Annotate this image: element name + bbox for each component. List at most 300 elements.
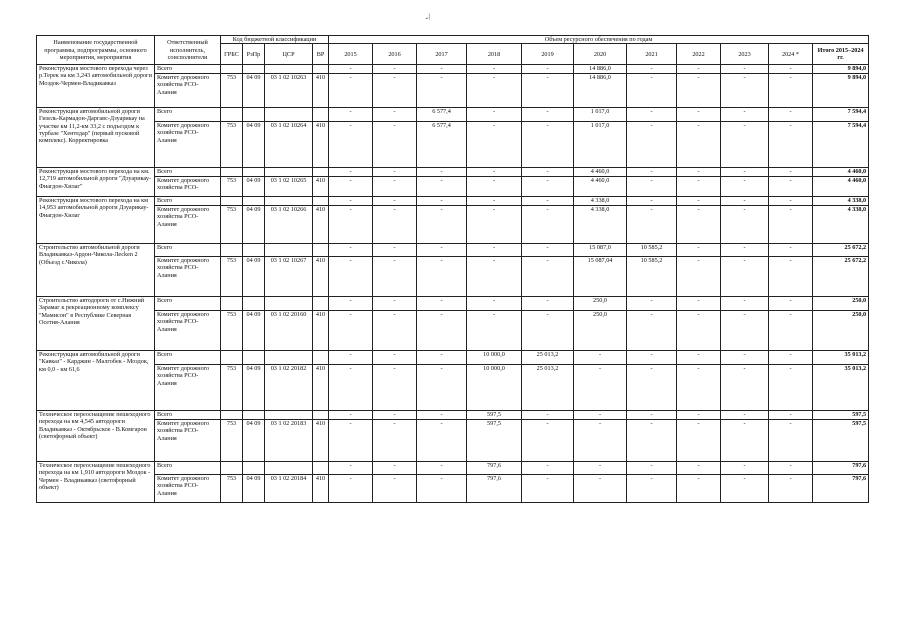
year-value: 14 886,0	[574, 65, 627, 74]
year-value: 6 577,4	[417, 122, 467, 168]
code-csr: 03 1 02 20160	[265, 311, 313, 351]
year-value: -	[329, 108, 373, 122]
year-value: 4 338,0	[574, 197, 627, 206]
responsible-executor: Комитет дорожного хозяйства РСО-	[155, 177, 221, 197]
table-row-responsible	[37, 177, 869, 197]
year-value: -	[721, 311, 769, 351]
year-value: -	[522, 420, 574, 462]
year-value: -	[417, 420, 467, 462]
empty-code-cell	[313, 197, 329, 206]
year-value: -	[329, 420, 373, 462]
year-value: -	[467, 122, 522, 168]
vsego-label: Всего	[155, 411, 221, 420]
year-value: -	[769, 311, 813, 351]
empty-code-cell	[265, 297, 313, 311]
empty-code-cell	[221, 462, 243, 475]
year-value: -	[677, 244, 721, 257]
year-value: -	[417, 365, 467, 411]
event-name: Реконструкция мостового перехода на км. 12,719 автомобильной дороги "Дзуарикау-Фиагдон-Хилаг"	[37, 168, 155, 197]
year-value: -	[769, 74, 813, 108]
event-name: Реконструкция автомобильной дороги "Кавказ" - Карджин - Малгобек - Моздок, км 0,0 - км 61,6	[37, 351, 155, 411]
year-value: -	[417, 206, 467, 244]
row-total: 7 594,4	[813, 122, 869, 168]
year-value: -	[769, 365, 813, 411]
row-total: 4 460,0	[813, 168, 869, 177]
year-value: -	[721, 351, 769, 365]
year-value: -	[373, 197, 417, 206]
year-value: -	[373, 462, 417, 475]
year-value: 15 087,0	[574, 244, 627, 257]
year-value: -	[677, 197, 721, 206]
year-value: -	[417, 168, 467, 177]
code-csr: 03 1 02 20184	[265, 475, 313, 503]
year-value: -	[417, 297, 467, 311]
empty-code-cell	[243, 411, 265, 420]
table-row-responsible	[37, 475, 869, 503]
year-value: -	[769, 168, 813, 177]
year-value: -	[677, 311, 721, 351]
year-value: -	[522, 475, 574, 503]
table-row-vsego	[37, 65, 869, 74]
code-rzpr: 04 09	[243, 311, 265, 351]
year-value: -	[373, 311, 417, 351]
year-value: -	[721, 297, 769, 311]
code-vr: 410	[313, 206, 329, 244]
empty-code-cell	[243, 244, 265, 257]
header-year: 2019	[522, 44, 574, 65]
resource-table	[36, 35, 869, 503]
year-value: -	[627, 206, 677, 244]
responsible-executor: Комитет дорожного хозяйства РСО-Алания	[155, 257, 221, 297]
event-name: Реконструкция мостового перехода через р.Терек на км 3,243 автомобильной дороги Моздок-Чермен-Владикавказ	[37, 65, 155, 108]
code-rzpr: 04 09	[243, 122, 265, 168]
year-value: -	[721, 122, 769, 168]
year-value: -	[721, 108, 769, 122]
year-value: -	[721, 197, 769, 206]
year-value: -	[627, 420, 677, 462]
year-value: -	[627, 411, 677, 420]
vsego-label: Всего	[155, 297, 221, 311]
code-grbs: 753	[221, 206, 243, 244]
code-csr: 03 1 02 20182	[265, 365, 313, 411]
table-row-responsible	[37, 206, 869, 244]
table-row-vsego	[37, 244, 869, 257]
year-value: -	[522, 65, 574, 74]
header-rzpr: РзПр	[243, 44, 265, 65]
code-grbs: 753	[221, 257, 243, 297]
year-value: 25 013,2	[522, 365, 574, 411]
table-row-responsible	[37, 365, 869, 411]
year-value: -	[627, 351, 677, 365]
responsible-executor: Комитет дорожного хозяйства РСО-Алания	[155, 122, 221, 168]
year-value: -	[769, 257, 813, 297]
year-value: -	[627, 122, 677, 168]
year-value: -	[467, 244, 522, 257]
year-value: 250,0	[574, 311, 627, 351]
year-value: -	[373, 65, 417, 74]
year-value: -	[677, 74, 721, 108]
year-value: -	[329, 365, 373, 411]
year-value: -	[522, 206, 574, 244]
year-value: 25 013,2	[522, 351, 574, 365]
year-value: -	[721, 420, 769, 462]
code-rzpr: 04 09	[243, 365, 265, 411]
year-value: -	[467, 297, 522, 311]
code-csr: 03 1 02 10266	[265, 206, 313, 244]
year-value: -	[677, 177, 721, 197]
year-value: -	[522, 177, 574, 197]
empty-code-cell	[243, 65, 265, 74]
empty-code-cell	[221, 351, 243, 365]
year-value: -	[574, 420, 627, 462]
year-value: -	[417, 65, 467, 74]
year-value: -	[373, 475, 417, 503]
header-year: 2018	[467, 44, 522, 65]
year-value: -	[329, 411, 373, 420]
year-value: 6 577,4	[417, 108, 467, 122]
year-value: -	[574, 475, 627, 503]
code-grbs: 753	[221, 475, 243, 503]
code-grbs: 753	[221, 74, 243, 108]
vsego-label: Всего	[155, 65, 221, 74]
header-csr: ЦСР	[265, 44, 313, 65]
year-value: -	[721, 177, 769, 197]
table-row-vsego	[37, 462, 869, 475]
year-value: -	[467, 74, 522, 108]
year-value: -	[627, 462, 677, 475]
header-vr: ВР	[313, 44, 329, 65]
year-value: 4 460,0	[574, 177, 627, 197]
year-value: -	[677, 475, 721, 503]
vsego-label: Всего	[155, 351, 221, 365]
empty-code-cell	[313, 411, 329, 420]
table-row-responsible	[37, 420, 869, 462]
header-year: 2017	[417, 44, 467, 65]
table-row-responsible	[37, 122, 869, 168]
year-value: -	[627, 168, 677, 177]
row-total: 597,5	[813, 420, 869, 462]
year-value: -	[329, 244, 373, 257]
year-value: -	[522, 311, 574, 351]
header-year: 2016	[373, 44, 417, 65]
vsego-label: Всего	[155, 108, 221, 122]
year-value: -	[627, 74, 677, 108]
code-grbs: 753	[221, 311, 243, 351]
responsible-executor: Комитет дорожного хозяйства РСО-Алания	[155, 365, 221, 411]
year-value: -	[373, 420, 417, 462]
row-total: 35 013,2	[813, 365, 869, 411]
year-value: -	[769, 108, 813, 122]
empty-code-cell	[243, 168, 265, 177]
year-value: -	[721, 365, 769, 411]
empty-code-cell	[221, 108, 243, 122]
year-value: -	[417, 411, 467, 420]
responsible-executor: Комитет дорожного хозяйства РСО-Алания	[155, 206, 221, 244]
code-vr: 410	[313, 311, 329, 351]
year-value: -	[373, 411, 417, 420]
year-value: 10 585,2	[627, 244, 677, 257]
year-value: -	[467, 197, 522, 206]
year-value: -	[769, 420, 813, 462]
year-value: -	[467, 206, 522, 244]
year-value: -	[417, 462, 467, 475]
year-value: -	[417, 74, 467, 108]
year-value: 4 460,0	[574, 168, 627, 177]
year-value: -	[329, 206, 373, 244]
year-value: 1 017,0	[574, 122, 627, 168]
year-value: -	[769, 122, 813, 168]
year-value: 250,0	[574, 297, 627, 311]
year-value: -	[627, 365, 677, 411]
empty-code-cell	[243, 351, 265, 365]
code-rzpr: 04 09	[243, 420, 265, 462]
table-row-vsego	[37, 411, 869, 420]
event-name: Строительство автодороги от с.Нижний Зарамаг к рекреационному комплексу "Мамисон" в Республике Северная Осетия-Алания	[37, 297, 155, 351]
year-value: -	[627, 475, 677, 503]
responsible-executor: Комитет дорожного хозяйства РСО-Алания	[155, 420, 221, 462]
year-value: 797,6	[467, 475, 522, 503]
empty-code-cell	[221, 411, 243, 420]
row-total: 9 894,0	[813, 74, 869, 108]
table-row-responsible	[37, 74, 869, 108]
header-responsible: Ответственный исполнитель, соисполнители	[155, 36, 221, 65]
year-value: -	[373, 351, 417, 365]
year-value: -	[329, 122, 373, 168]
year-value: -	[417, 257, 467, 297]
year-value: -	[373, 177, 417, 197]
code-csr: 03 1 02 10263	[265, 74, 313, 108]
row-total: 597,5	[813, 411, 869, 420]
year-value: 10 000,0	[467, 351, 522, 365]
row-total: 250,0	[813, 311, 869, 351]
year-value: -	[522, 108, 574, 122]
empty-code-cell	[221, 197, 243, 206]
year-value: -	[467, 65, 522, 74]
year-value: -	[329, 462, 373, 475]
year-value: -	[677, 351, 721, 365]
table-row-vsego	[37, 168, 869, 177]
year-value: -	[627, 297, 677, 311]
year-value: -	[721, 257, 769, 297]
year-value: -	[329, 74, 373, 108]
code-grbs: 753	[221, 177, 243, 197]
year-value: -	[769, 297, 813, 311]
event-name: Техническое переоснащение пешеходного перехода на км 4,545 автодороги Владикавказ - Октябрьское - В.Комгарон (светофорный объект)	[37, 411, 155, 462]
empty-code-cell	[221, 297, 243, 311]
empty-code-cell	[265, 244, 313, 257]
year-value: 10 000,0	[467, 365, 522, 411]
year-value: -	[721, 462, 769, 475]
year-value: -	[522, 122, 574, 168]
vsego-label: Всего	[155, 462, 221, 475]
row-total: 25 672,2	[813, 244, 869, 257]
code-vr: 410	[313, 74, 329, 108]
empty-code-cell	[243, 108, 265, 122]
year-value: -	[329, 297, 373, 311]
year-value: -	[769, 197, 813, 206]
table-row-vsego	[37, 108, 869, 122]
empty-code-cell	[243, 297, 265, 311]
empty-code-cell	[313, 108, 329, 122]
year-value: -	[329, 351, 373, 365]
empty-code-cell	[243, 197, 265, 206]
year-value: -	[677, 122, 721, 168]
row-total: 4 338,0	[813, 197, 869, 206]
empty-code-cell	[221, 65, 243, 74]
year-value: -	[769, 351, 813, 365]
header-program: Наименование государственной программы, подпрограммы, основного мероприятия, мероприятия	[37, 36, 155, 65]
event-name: Реконструкция мостового перехода на км 14,953 автомобильной дороги Дзуарикау-Фиагдон-Хилаг	[37, 197, 155, 244]
year-value: -	[373, 257, 417, 297]
year-value: -	[721, 475, 769, 503]
year-value: -	[627, 177, 677, 197]
year-value: -	[677, 365, 721, 411]
vsego-label: Всего	[155, 244, 221, 257]
year-value: -	[467, 311, 522, 351]
code-csr: 03 1 02 10265	[265, 177, 313, 197]
header-year: 2020	[574, 44, 627, 65]
row-total: 4 338,0	[813, 206, 869, 244]
year-value: -	[417, 351, 467, 365]
year-value: -	[721, 168, 769, 177]
row-total: 35 013,2	[813, 351, 869, 365]
year-value: -	[522, 297, 574, 311]
table-row-vsego	[37, 351, 869, 365]
vsego-label: Всего	[155, 168, 221, 177]
year-value: -	[769, 475, 813, 503]
year-value: -	[769, 411, 813, 420]
code-vr: 410	[313, 365, 329, 411]
empty-code-cell	[313, 168, 329, 177]
year-value: -	[522, 462, 574, 475]
year-value: -	[417, 311, 467, 351]
year-value: -	[373, 297, 417, 311]
year-value: -	[677, 297, 721, 311]
responsible-executor: Комитет дорожного хозяйства РСО-Алания	[155, 74, 221, 108]
empty-code-cell	[265, 351, 313, 365]
year-value: -	[329, 197, 373, 206]
year-value: -	[329, 177, 373, 197]
year-value: -	[677, 420, 721, 462]
year-value: 14 886,0	[574, 74, 627, 108]
year-value: -	[329, 65, 373, 74]
year-value: -	[373, 244, 417, 257]
empty-code-cell	[313, 65, 329, 74]
year-value: -	[677, 168, 721, 177]
empty-code-cell	[313, 244, 329, 257]
code-rzpr: 04 09	[243, 206, 265, 244]
empty-code-cell	[243, 462, 265, 475]
year-value: -	[417, 177, 467, 197]
year-value: -	[769, 462, 813, 475]
year-value: -	[467, 168, 522, 177]
year-value: -	[373, 168, 417, 177]
year-value: -	[574, 411, 627, 420]
year-value: -	[574, 462, 627, 475]
code-rzpr: 04 09	[243, 74, 265, 108]
year-value: -	[721, 411, 769, 420]
table-row-responsible	[37, 257, 869, 297]
code-csr: 03 1 02 10267	[265, 257, 313, 297]
code-vr: 410	[313, 475, 329, 503]
code-grbs: 753	[221, 420, 243, 462]
year-value: -	[769, 65, 813, 74]
year-value: -	[721, 244, 769, 257]
empty-code-cell	[221, 168, 243, 177]
event-name: Реконструкция автомобильной дороги Гизель-Кармадон-Даргавс-Дзуарикау на участке км 11,2-км 33,2 с подъездом к турбазе "Хентедар" (первый пусковой комплекс). Корректировка	[37, 108, 155, 168]
empty-code-cell	[313, 351, 329, 365]
table-row-vsego	[37, 197, 869, 206]
year-value: -	[522, 74, 574, 108]
year-value: -	[522, 411, 574, 420]
year-value: -	[721, 65, 769, 74]
empty-code-cell	[265, 462, 313, 475]
header-year: 2015	[329, 44, 373, 65]
code-rzpr: 04 09	[243, 177, 265, 197]
vsego-label: Всего	[155, 197, 221, 206]
empty-code-cell	[265, 197, 313, 206]
row-total: 7 594,4	[813, 108, 869, 122]
year-value: -	[467, 257, 522, 297]
year-value: -	[627, 65, 677, 74]
year-value: -	[677, 411, 721, 420]
code-grbs: 753	[221, 122, 243, 168]
year-value: -	[769, 177, 813, 197]
year-value: -	[417, 475, 467, 503]
year-value: -	[329, 475, 373, 503]
code-vr: 410	[313, 122, 329, 168]
year-value: -	[574, 365, 627, 411]
code-grbs: 753	[221, 365, 243, 411]
year-value: -	[522, 197, 574, 206]
row-total: 797,6	[813, 475, 869, 503]
year-value: -	[677, 206, 721, 244]
code-vr: 410	[313, 257, 329, 297]
year-value: -	[522, 244, 574, 257]
year-value: -	[373, 122, 417, 168]
code-vr: 410	[313, 420, 329, 462]
code-rzpr: 04 09	[243, 475, 265, 503]
year-value: -	[373, 365, 417, 411]
header-grbs: ГРБС	[221, 44, 243, 65]
row-total: 250,0	[813, 297, 869, 311]
code-vr: 410	[313, 177, 329, 197]
empty-code-cell	[313, 462, 329, 475]
year-value: -	[721, 74, 769, 108]
year-value: -	[627, 311, 677, 351]
year-value: -	[627, 197, 677, 206]
row-total: 25 672,2	[813, 257, 869, 297]
responsible-executor: Комитет дорожного хозяйства РСО-Алания	[155, 475, 221, 503]
header-resource-volume: Объем ресурсного обеспечения по годам	[329, 36, 869, 44]
responsible-executor: Комитет дорожного хозяйства РСО-Алания	[155, 311, 221, 351]
year-value: -	[467, 177, 522, 197]
year-value: -	[373, 206, 417, 244]
table-row-responsible	[37, 311, 869, 351]
code-rzpr: 04 09	[243, 257, 265, 297]
year-value: -	[373, 74, 417, 108]
year-value: 10 585,2	[627, 257, 677, 297]
year-value: 597,5	[467, 420, 522, 462]
year-value: -	[574, 351, 627, 365]
year-value: -	[721, 206, 769, 244]
year-value: 597,5	[467, 411, 522, 420]
year-value: -	[769, 244, 813, 257]
scan-mark: -/	[423, 11, 433, 23]
empty-code-cell	[265, 168, 313, 177]
year-value: 15 087,04	[574, 257, 627, 297]
header-year: 2022	[677, 44, 721, 65]
